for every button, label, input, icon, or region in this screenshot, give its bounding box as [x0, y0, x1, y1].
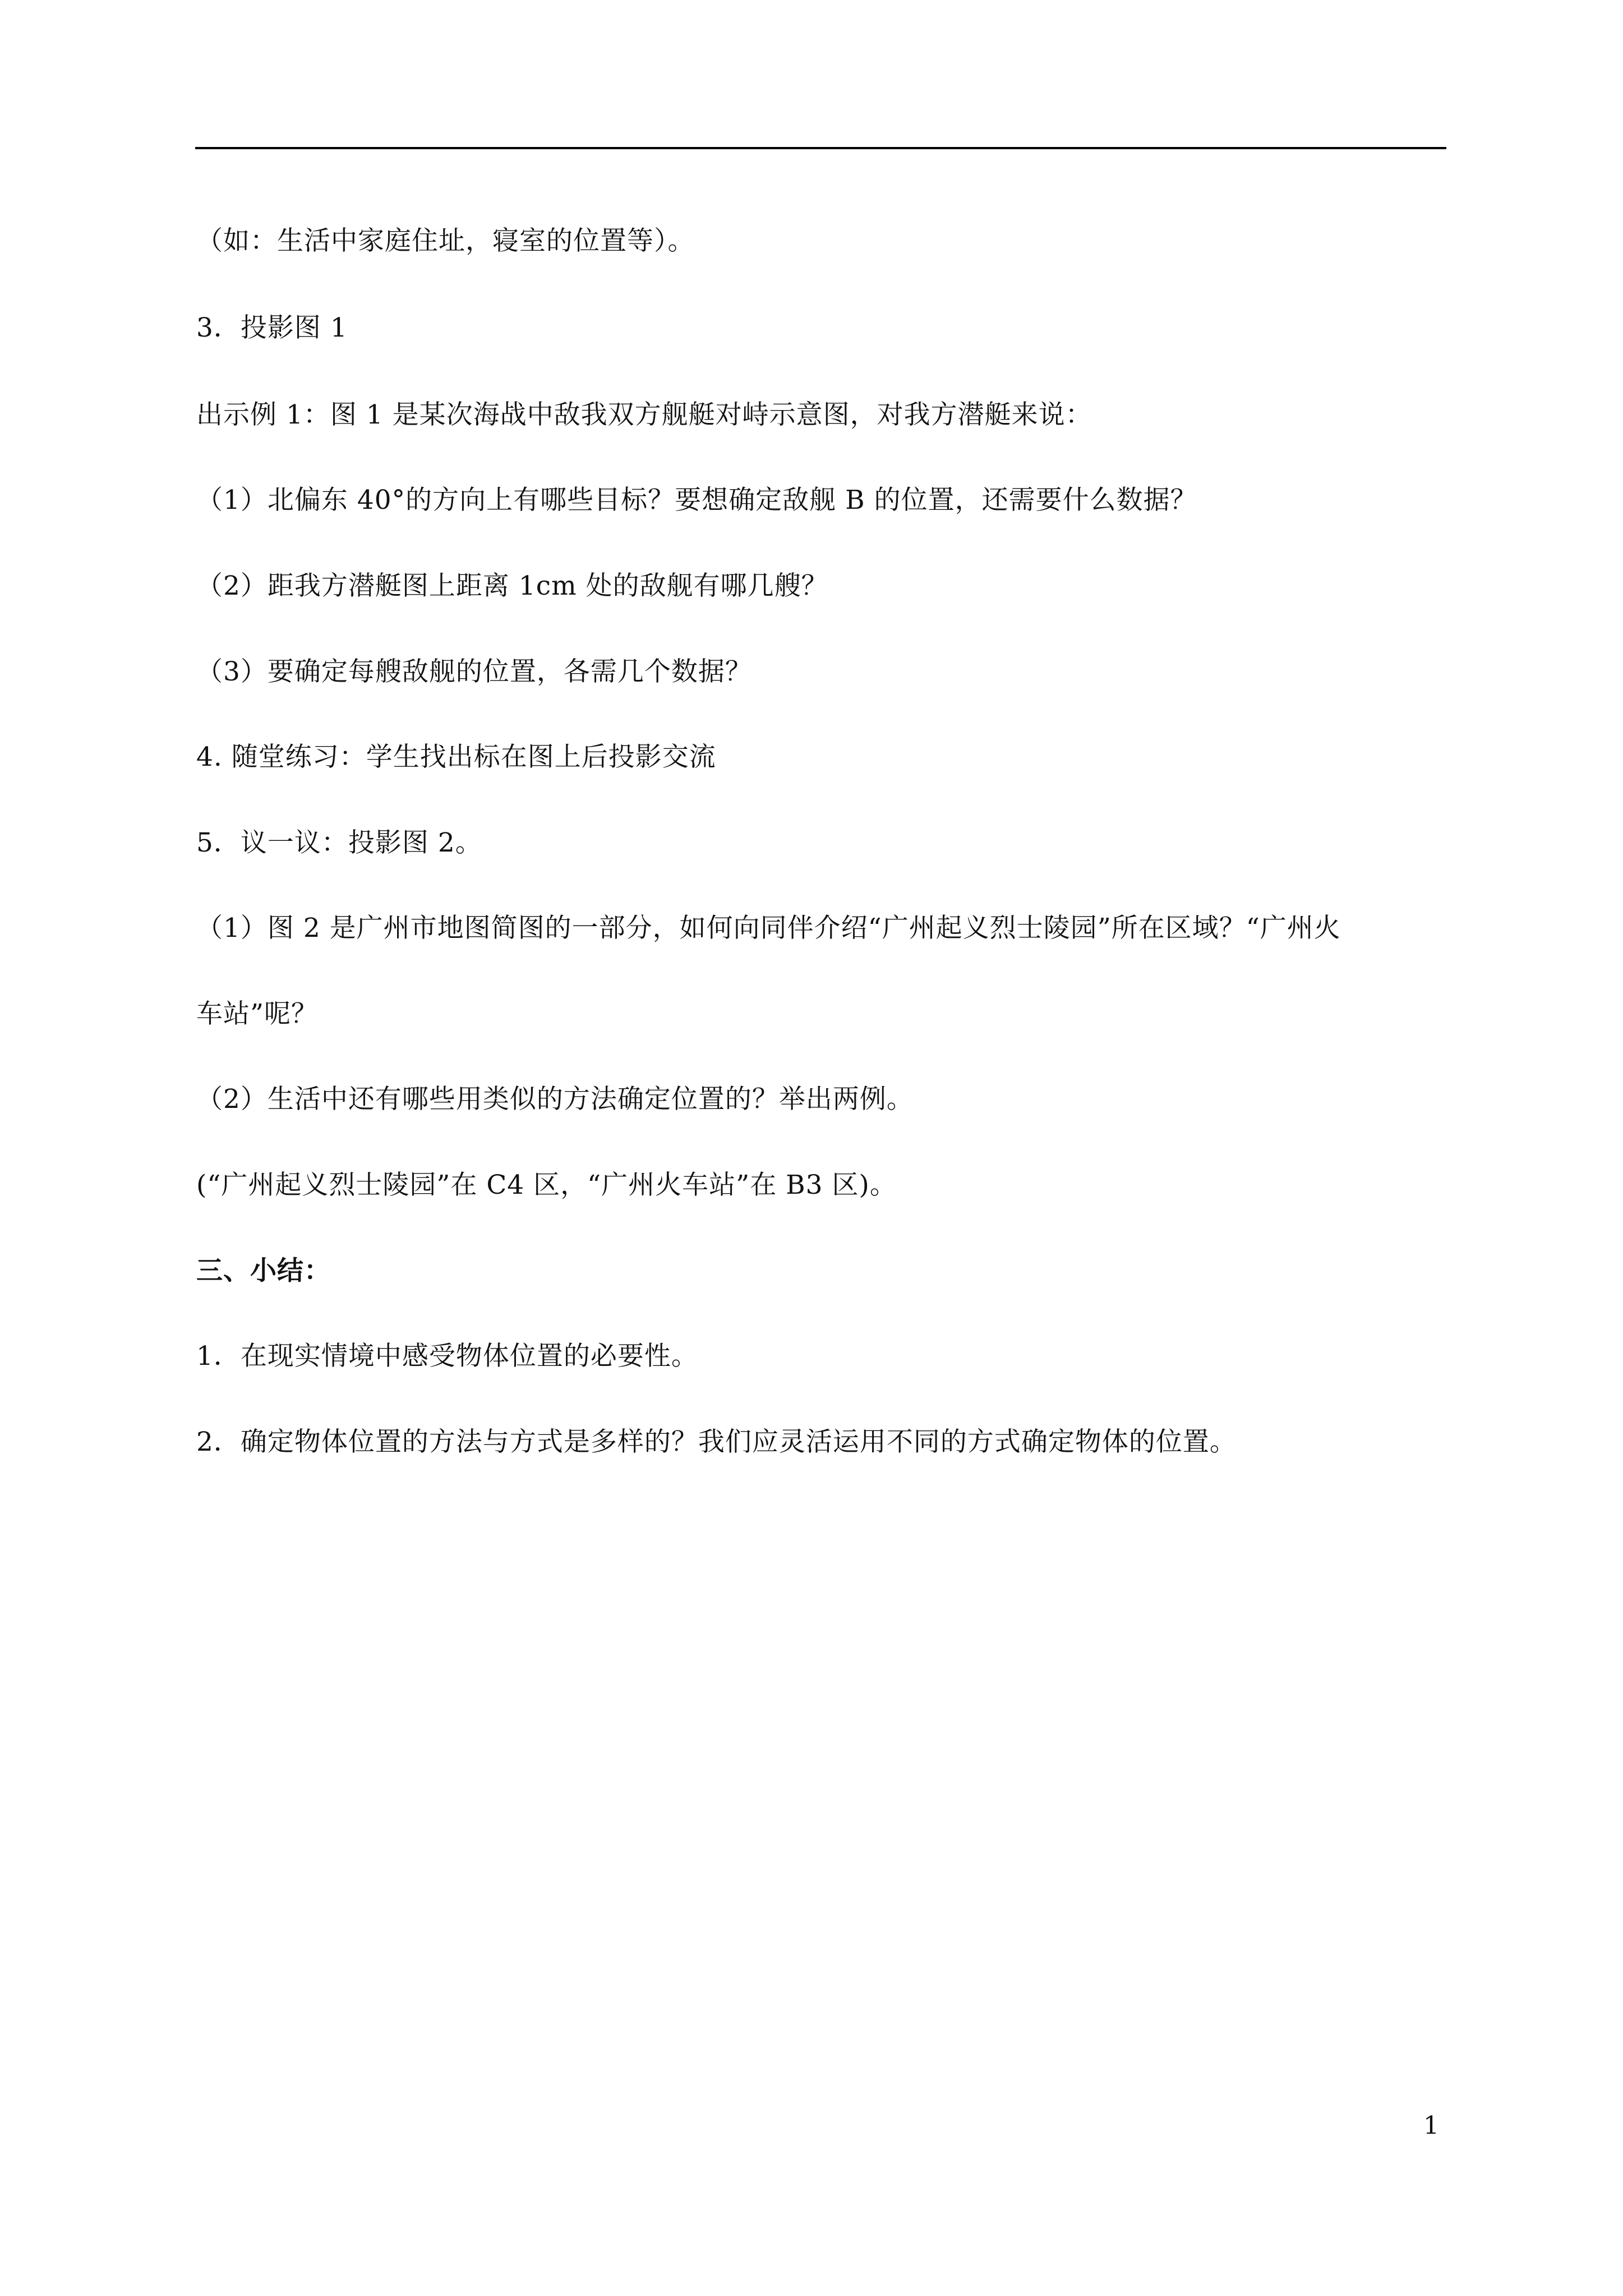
question-3: （3）要确定每艘敌舰的位置，各需几个数据？ [196, 656, 752, 687]
paragraph-example-1: 出示例 1：图 1 是某次海战中敌我双方舰艇对峙示意图，对我方潜艇来说： [196, 399, 1092, 430]
discussion-question-1-continued: 车站”呢？ [196, 999, 319, 1029]
summary-point-2: 2．确定物体位置的方法与方式是多样的？我们应灵活运用不同的方式确定物体的位置。 [196, 1427, 1237, 1457]
paragraph-step-3: 3．投影图 1 [196, 312, 348, 343]
header-rule [195, 147, 1446, 149]
paragraph-step-5: 5．议一议：投影图 2。 [196, 827, 482, 858]
page-number: 1 [1423, 2111, 1439, 2140]
paragraph-example-addresses: （如：生活中家庭住址，寝室的位置等）。 [196, 226, 695, 256]
question-2: （2）距我方潜艇图上距离 1cm 处的敌舰有哪几艘？ [196, 570, 828, 601]
discussion-answer: (“广州起义烈士陵园”在 C4 区，“广州火车站”在 B3 区)。 [196, 1170, 897, 1200]
paragraph-step-4: 4. 随堂练习：学生找出标在图上后投影交流 [196, 742, 716, 772]
section-heading-summary: 三、小结： [196, 1255, 331, 1286]
discussion-question-2: （2）生活中还有哪些用类似的方法确定位置的？举出两例。 [196, 1084, 914, 1115]
discussion-question-1: （1）图 2 是广州市地图简图的一部分，如何向同伴介绍“广州起义烈士陵园”所在区域？“广州火 [196, 913, 1341, 944]
question-1: （1）北偏东 40°的方向上有哪些目标？要想确定敌舰 B 的位置，还需要什么数据？ [196, 485, 1197, 516]
summary-point-1: 1．在现实情境中感受物体位置的必要性。 [196, 1341, 698, 1372]
